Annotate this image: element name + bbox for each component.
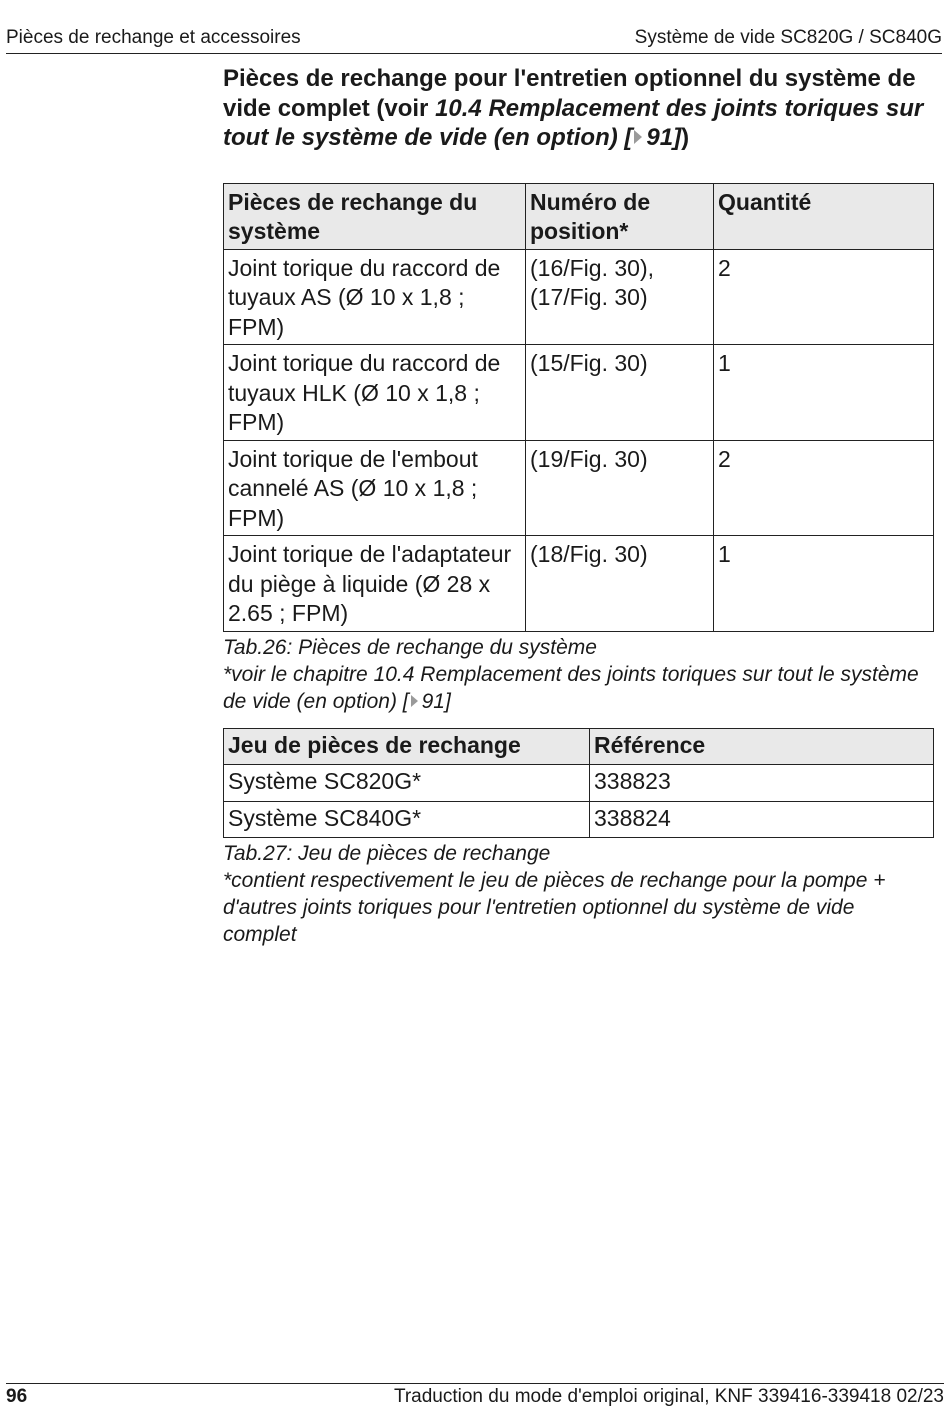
header-product-name: Système de vide SC820G / SC840G [634,27,942,48]
table-header-row [224,183,934,249]
cross-reference-arrow-icon [411,695,418,707]
quantity-cell: 1 [714,536,934,632]
part-cell: Joint torique du raccord de tuyaux HLK (Ø 10 x 1,8 ; FPM) [224,345,526,441]
position-line: (16/Fig. 30), [530,254,654,281]
column-header-position: Numéro de position* [526,183,714,249]
footnote-ref-page: 91] [421,689,451,713]
section-ref-text: 10.4 Remplacement des joints toriques sur tout le système de vide (en option) [ [223,94,924,151]
cross-reference-arrow-icon [634,130,642,144]
kit-cell: Système SC840G* [224,801,590,838]
quantity-cell: 2 [714,440,934,536]
column-header-kit: Jeu de pièces de rechange [224,728,590,765]
kit-cell: Système SC820G* [224,765,590,802]
part-cell: Joint torique du raccord de tuyaux AS (Ø 10 x 1,8 ; FPM) [224,249,526,345]
part-cell: Joint torique de l'adaptateur du piège à liquide (Ø 28 x 2.65 ; FPM) [224,536,526,632]
section-ref-page: 91] [646,124,682,151]
main-content [223,64,933,948]
position-cell: (18/Fig. 30) [526,536,714,632]
header-section-title: Pièces de rechange et accessoires [6,27,301,48]
page-number: 96 [6,1386,28,1407]
table-row [224,345,934,441]
footnote-text: *voir le chapitre 10.4 Remplacement des joints toriques sur tout le système de vide (en option) [ [223,662,919,713]
part-cell: Joint torique de l'embout cannelé AS (Ø 10 x 1,8 ; FPM) [224,440,526,536]
spare-parts-table [223,183,934,632]
table-caption: Tab.27: Jeu de pièces de rechange [223,842,551,865]
table-row [224,765,934,802]
table-row [224,801,934,838]
quantity-cell: 1 [714,345,934,441]
quantity-cell: 2 [714,249,934,345]
position-cell [526,249,714,345]
section-title-text: Pièces de rechange pour l'entretien optionnel du système de vide complet (voir [223,65,916,122]
reference-cell: 338824 [590,801,934,838]
spare-parts-kit-table [223,728,934,839]
column-header-quantity: Quantité [714,183,934,249]
table-row [224,249,934,345]
position-cell: (19/Fig. 30) [526,440,714,536]
table-row [224,440,934,536]
reference-cell: 338823 [590,765,934,802]
column-header-part: Pièces de rechange du système [224,183,526,249]
table-header-row [224,728,934,765]
page-footer [6,1383,944,1407]
table-footnote [223,661,933,715]
document-reference: Traduction du mode d'emploi original, KNF 339416-339418 02/23 [393,1386,944,1407]
position-cell: (15/Fig. 30) [526,345,714,441]
column-header-reference: Référence [590,728,934,765]
page-header [6,27,942,54]
footnote-cross-reference-link[interactable] [409,690,451,713]
table-row [224,536,934,632]
section-title-suffix: ) [681,124,690,151]
table-footnote: *contient respectivement le jeu de pièces de rechange pour la pompe + d'autres joints toriques pour l'entretien optionnel du système de vide complet [223,869,886,946]
section-title [223,64,933,153]
table-caption: Tab.26: Pièces de rechange du système [223,635,597,659]
position-line: (17/Fig. 30) [530,284,648,310]
